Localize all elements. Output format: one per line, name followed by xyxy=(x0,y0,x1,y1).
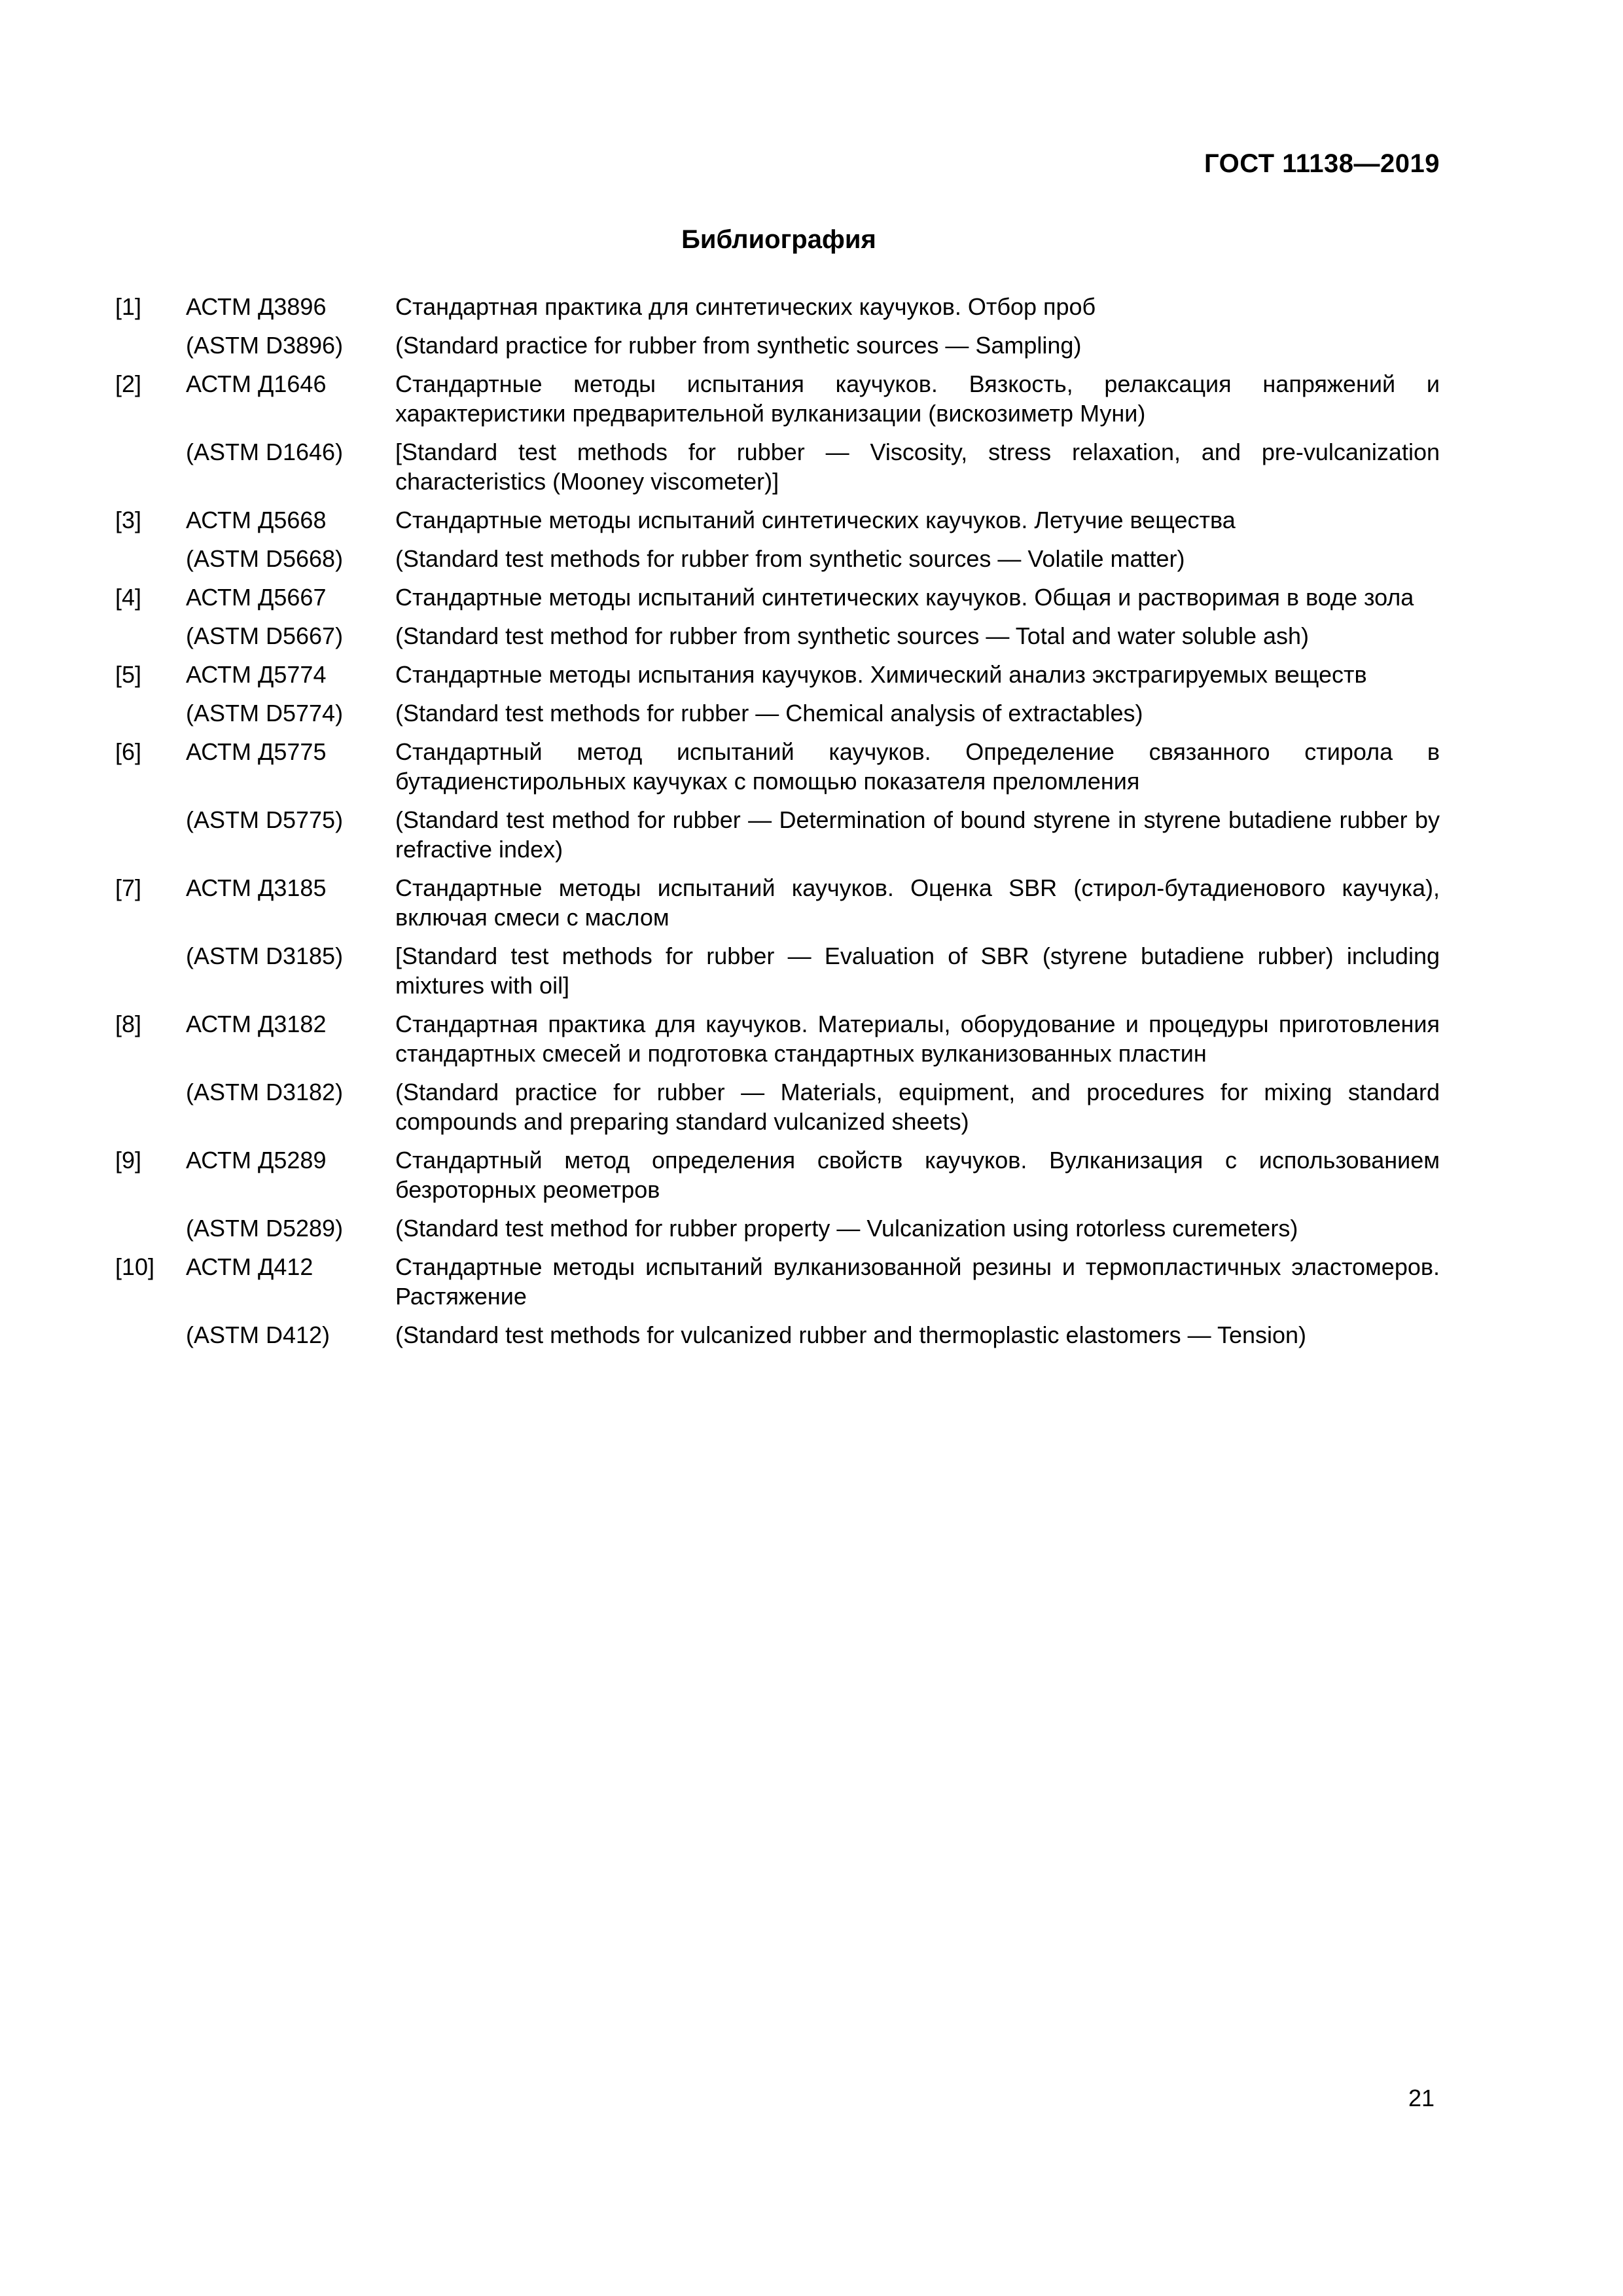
entry-standard-code: (ASTM D5775) xyxy=(186,806,344,833)
entry-title: Стандартный метод испытаний каучуков. Определение связанного стирола в бутадиенстирольных каучуках с помощью показателя преломления xyxy=(395,738,1440,795)
bibliography-entry xyxy=(115,1213,1440,1243)
entry-standard-code: (ASTM D5667) xyxy=(186,622,344,649)
bibliography-entry xyxy=(115,1252,1440,1311)
section-heading: Библиография xyxy=(681,225,876,254)
entry-title: [Standard test methods for rubber — Viscosity, stress relaxation, and pre-vulcanization characteristics (Mooney viscometer)] xyxy=(395,439,1440,495)
entry-title: (Standard test method for rubber from synthetic sources — Total and water soluble ash) xyxy=(395,622,1310,649)
entry-standard-code: АСТМ Д412 xyxy=(186,1253,313,1280)
bibliography-entry xyxy=(115,583,1440,612)
bibliography-entry xyxy=(115,873,1440,932)
entry-title: (Standard practice for rubber — Materials, equipment, and procedures for mixing standard compounds and preparing standard vulcanized sheets) xyxy=(395,1079,1440,1135)
entry-standard-code: (ASTM D3896) xyxy=(186,332,344,359)
entry-title: Стандартные методы испытаний вулканизованной резины и термопластичных эластомеров. Растяжение xyxy=(395,1253,1440,1310)
entry-number: [10] xyxy=(115,1253,155,1280)
bibliography-entry xyxy=(115,805,1440,864)
entry-standard-code: АСТМ Д3896 xyxy=(186,293,327,320)
entry-standard-code: (ASTM D3182) xyxy=(186,1079,344,1105)
entry-standard-code: (ASTM D1646) xyxy=(186,439,344,465)
entry-number: [7] xyxy=(115,874,142,901)
entry-number: [1] xyxy=(115,293,142,320)
bibliography-entry xyxy=(115,1077,1440,1136)
entry-title: Стандартная практика для синтетических каучуков. Отбор проб xyxy=(395,293,1096,320)
bibliography-entry xyxy=(115,437,1440,496)
entry-standard-code: (ASTM D5289) xyxy=(186,1215,344,1242)
entry-title: Стандартные методы испытаний синтетических каучуков. Летучие вещества xyxy=(395,507,1236,533)
entry-standard-code: (ASTM D5774) xyxy=(186,700,344,726)
entry-title: (Standard test methods for rubber from synthetic sources — Volatile matter) xyxy=(395,545,1185,572)
page-number: 21 xyxy=(1408,2085,1435,2111)
entry-standard-code: АСТМ Д5775 xyxy=(186,738,327,765)
bibliography-entry xyxy=(115,292,1440,321)
entry-standard-code: АСТМ Д3185 xyxy=(186,874,327,901)
entry-title: Стандартные методы испытания каучуков. Химический анализ экстрагируемых веществ xyxy=(395,661,1367,688)
entry-number: [8] xyxy=(115,1011,142,1037)
entry-standard-code: (ASTM D412) xyxy=(186,1321,330,1348)
entry-number: [3] xyxy=(115,507,142,533)
bibliography-entry xyxy=(115,1145,1440,1204)
bibliography-entry xyxy=(115,1009,1440,1068)
entry-number: [2] xyxy=(115,370,142,397)
bibliography-entry xyxy=(115,660,1440,689)
entry-number: [6] xyxy=(115,738,142,765)
bibliography-entry xyxy=(115,505,1440,535)
bibliography-entry xyxy=(115,621,1440,651)
entry-title: Стандартные методы испытания каучуков. Вязкость, релаксация напряжений и характеристики предварительной вулканизации (вискозиметр Муни) xyxy=(395,370,1440,427)
entry-number: [4] xyxy=(115,584,142,611)
bibliography-list xyxy=(115,292,1440,1359)
entry-title: (Standard test methods for vulcanized rubber and thermoplastic elastomers — Tension) xyxy=(395,1321,1307,1348)
bibliography-entry xyxy=(115,1320,1440,1350)
entry-standard-code: АСТМ Д5774 xyxy=(186,661,327,688)
entry-title: Стандартные методы испытаний каучуков. Оценка SBR (стирол-бутадиенового каучука), включая смеси с маслом xyxy=(395,874,1440,931)
bibliography-entry xyxy=(115,331,1440,360)
bibliography-entry xyxy=(115,737,1440,796)
entry-number: [5] xyxy=(115,661,142,688)
bibliography-entry xyxy=(115,941,1440,1000)
bibliography-entry xyxy=(115,698,1440,728)
entry-title: (Standard test method for rubber property — Vulcanization using rotorless curemeters) xyxy=(395,1215,1298,1242)
entry-standard-code: АСТМ Д5667 xyxy=(186,584,327,611)
entry-standard-code: АСТМ Д5668 xyxy=(186,507,327,533)
entry-title: Стандартный метод определения свойств каучуков. Вулканизация с использованием безроторных реометров xyxy=(395,1147,1440,1203)
bibliography-entry xyxy=(115,544,1440,573)
entry-standard-code: (ASTM D3185) xyxy=(186,942,344,969)
entry-standard-code: АСТМ Д3182 xyxy=(186,1011,327,1037)
entry-title: (Standard test methods for rubber — Chemical analysis of extractables) xyxy=(395,700,1143,726)
entry-title: Стандартная практика для каучуков. Материалы, оборудование и процедуры приготовления стандартных смесей и подготовка стандартных вулканизованных пластин xyxy=(395,1011,1440,1067)
entry-standard-code: АСТМ Д1646 xyxy=(186,370,327,397)
entry-standard-code: (ASTM D5668) xyxy=(186,545,344,572)
entry-number: [9] xyxy=(115,1147,142,1174)
bibliography-entry xyxy=(115,369,1440,428)
entry-title: [Standard test methods for rubber — Evaluation of SBR (styrene butadiene rubber) including mixtures with oil] xyxy=(395,942,1440,999)
entry-title: (Standard practice for rubber from synthetic sources — Sampling) xyxy=(395,332,1082,359)
entry-standard-code: АСТМ Д5289 xyxy=(186,1147,327,1174)
document-code: ГОСТ 11138—2019 xyxy=(1204,149,1440,178)
entry-title: Стандартные методы испытаний синтетических каучуков. Общая и растворимая в воде зола xyxy=(395,584,1414,611)
entry-title: (Standard test method for rubber — Determination of bound styrene in styrene butadiene rubber by refractive index) xyxy=(395,806,1440,863)
